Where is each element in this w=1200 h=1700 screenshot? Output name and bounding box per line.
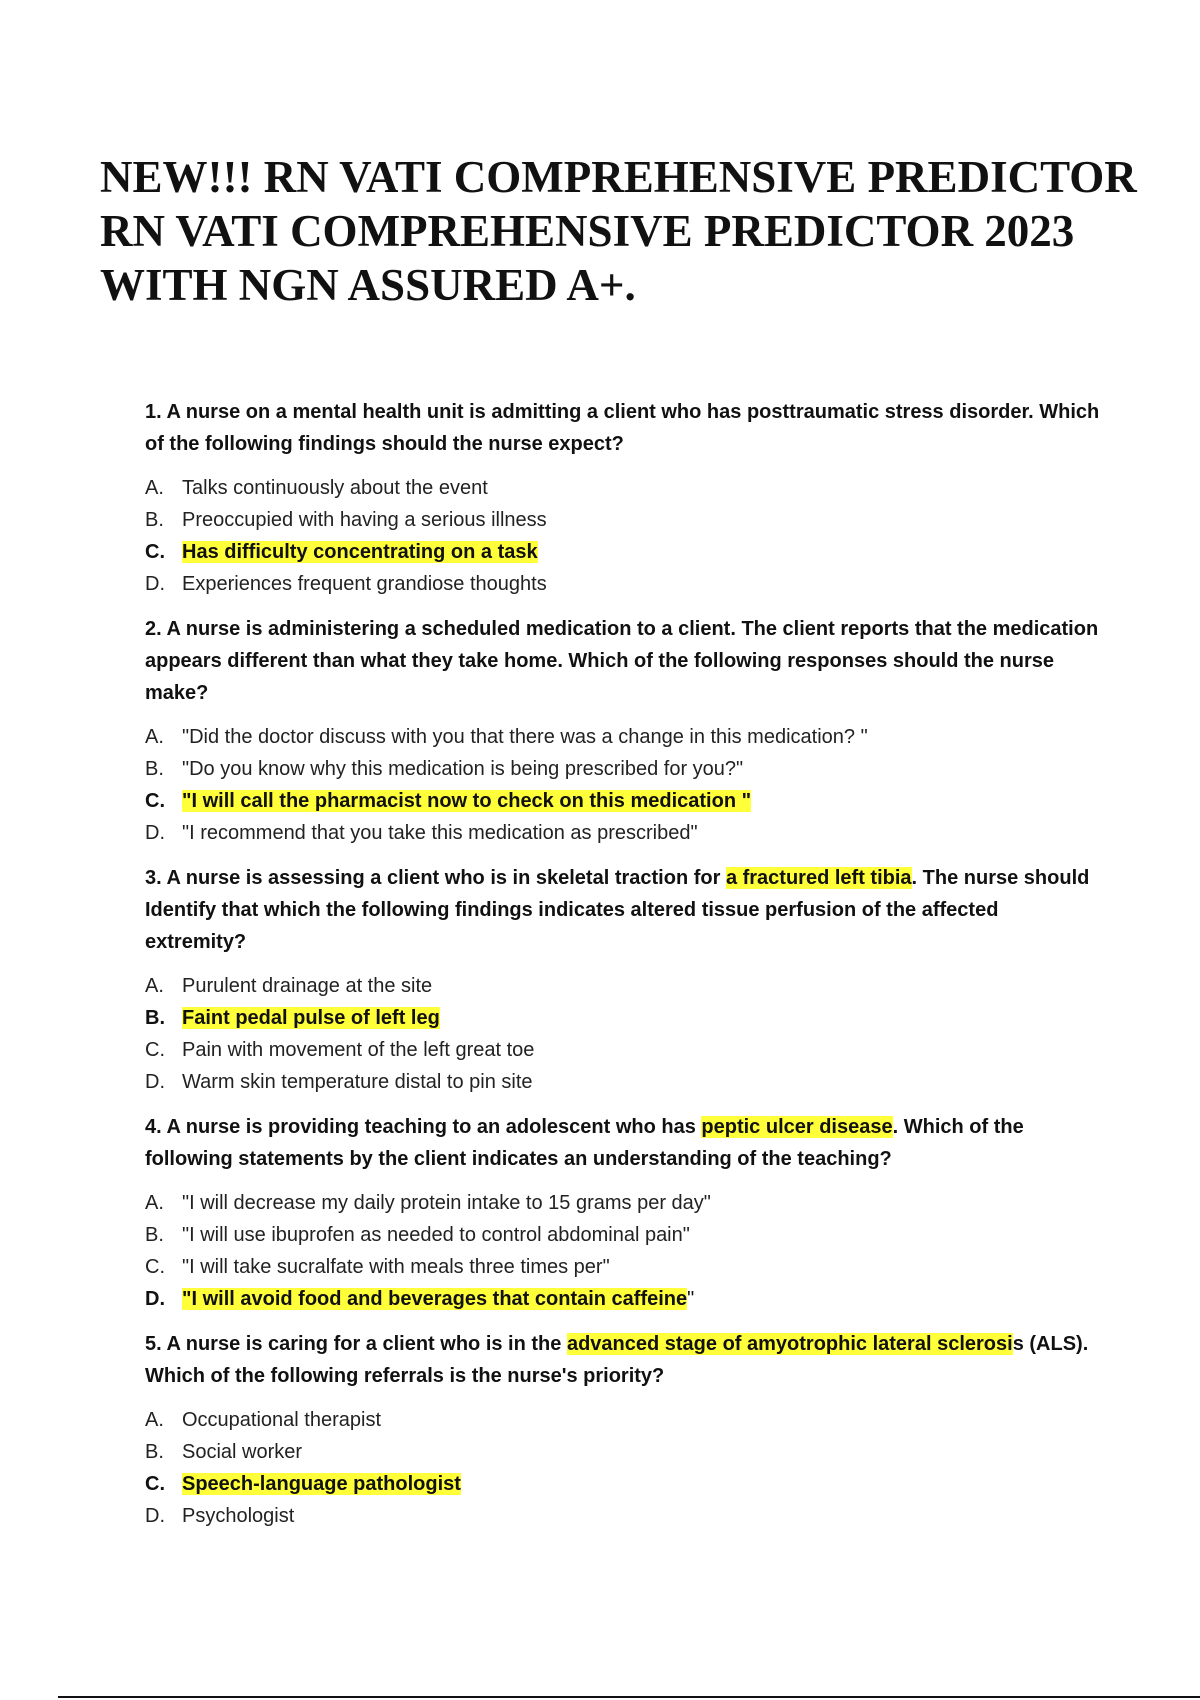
option-text: "I will take sucralfate with meals three times per" (182, 1256, 610, 1278)
option-letter: A. (145, 1192, 164, 1214)
answer-option (145, 817, 1105, 849)
option-text-wrap (182, 753, 743, 785)
question-stem-text-continued: . The nurse should Identify that which the following findings indicates altered tissue perfusion of the affected extremity? (145, 867, 1090, 953)
question-stem-text: 3. A nurse is assessing a client who is in skeletal traction for (145, 867, 726, 889)
question-block (145, 1328, 1105, 1532)
answer-option (145, 1251, 1105, 1283)
option-letter: A. (145, 477, 164, 499)
option-text-trailing: " (687, 1288, 695, 1310)
answer-option (145, 1500, 1105, 1532)
option-text-wrap (182, 1002, 440, 1034)
answer-options (145, 472, 1105, 600)
option-text-wrap (182, 472, 488, 504)
answer-option-correct (145, 785, 1105, 817)
option-letter: A. (145, 1409, 164, 1431)
option-text: "I recommend that you take this medication as prescribed" (182, 822, 698, 844)
question-stem-highlight: peptic ulcer disease (701, 1116, 893, 1138)
option-text-wrap (182, 568, 547, 600)
option-text: Experiences frequent grandiose thoughts (182, 573, 547, 595)
question-block (145, 862, 1105, 1098)
option-text: Purulent drainage at the site (182, 975, 433, 997)
option-text-wrap (182, 1283, 694, 1315)
option-text: "I will use ibuprofen as needed to control abdominal pain" (182, 1224, 690, 1246)
option-letter: D. (145, 1071, 165, 1093)
answer-option (145, 1219, 1105, 1251)
option-text: Preoccupied with having a serious illness (182, 509, 547, 531)
title-line-2: RN VATI COMPREHENSIVE PREDICTOR 2023 (100, 206, 1075, 256)
answer-option (145, 970, 1105, 1002)
answer-option (145, 1436, 1105, 1468)
option-text-wrap (182, 1066, 533, 1098)
option-text-wrap (182, 1468, 461, 1500)
answer-options (145, 970, 1105, 1098)
option-letter: B. (145, 1224, 164, 1246)
option-letter: C. (145, 790, 165, 812)
question-stem-text: 5. A nurse is caring for a client who is in the (145, 1333, 567, 1355)
option-letter: D. (145, 1505, 165, 1527)
answer-option (145, 1404, 1105, 1436)
option-letter: B. (145, 1007, 165, 1029)
question-block (145, 1111, 1105, 1315)
answer-option (145, 472, 1105, 504)
option-text: Warm skin temperature distal to pin site (182, 1071, 533, 1093)
question-block (145, 396, 1105, 600)
answer-option (145, 1187, 1105, 1219)
question-stem-text-continued: . Which of the following statements by the client indicates an understanding of the teaching? (145, 1116, 1024, 1170)
answer-options (145, 1404, 1105, 1532)
option-letter: D. (145, 1288, 165, 1310)
option-text: "I will decrease my daily protein intake to 15 grams per day" (182, 1192, 711, 1214)
option-letter: A. (145, 975, 164, 997)
question-stem (145, 862, 1105, 958)
option-text-highlighted: Speech-language pathologist (182, 1473, 461, 1495)
option-text-highlighted: Has difficulty concentrating on a task (182, 541, 538, 563)
question-stem-text: 1. A nurse on a mental health unit is admitting a client who has posttraumatic stress disorder. Which of the following findings should the nurse expect? (145, 401, 1100, 455)
option-text-wrap (182, 1500, 294, 1532)
answer-option (145, 721, 1105, 753)
answer-option (145, 1034, 1105, 1066)
option-text-wrap (182, 1436, 302, 1468)
option-letter: C. (145, 1039, 165, 1061)
option-text-wrap (182, 721, 868, 753)
question-stem-text: 2. A nurse is administering a scheduled medication to a client. The client reports that the medication appears different than what they take home. Which of the following responses should the nurse make? (145, 618, 1099, 704)
option-text-wrap (182, 785, 751, 817)
option-text: Pain with movement of the left great toe (182, 1039, 535, 1061)
option-text: Social worker (182, 1441, 303, 1463)
question-stem (145, 396, 1105, 460)
option-letter: C. (145, 1256, 165, 1278)
option-letter: B. (145, 758, 164, 780)
option-letter: B. (145, 1441, 164, 1463)
option-text-highlighted: "I will avoid food and beverages that contain caffeine (182, 1288, 688, 1310)
option-text-wrap (182, 536, 538, 568)
option-text: Occupational therapist (182, 1409, 382, 1431)
option-letter: D. (145, 573, 165, 595)
option-text-wrap (182, 1034, 534, 1066)
option-text: "Do you know why this medication is being prescribed for you?" (182, 758, 744, 780)
option-text-wrap (182, 504, 547, 536)
answer-option (145, 504, 1105, 536)
question-stem (145, 1111, 1105, 1175)
answer-option (145, 753, 1105, 785)
option-text-wrap (182, 970, 432, 1002)
option-text: Psychologist (182, 1505, 295, 1527)
question-stem-highlight: advanced stage of amyotrophic lateral sclerosi (566, 1333, 1013, 1355)
question-stem (145, 613, 1105, 709)
option-text-wrap (182, 1187, 711, 1219)
option-text-wrap (182, 1219, 690, 1251)
option-text-highlighted: "I will call the pharmacist now to check on this medication " (182, 790, 752, 812)
question-stem-text-continued: s (ALS). Which of the following referrals is the nurse's priority? (145, 1333, 1089, 1387)
answer-option (145, 568, 1105, 600)
question-stem-text: 4. A nurse is providing teaching to an adolescent who has (145, 1116, 702, 1138)
option-letter: A. (145, 726, 164, 748)
question-stem (145, 1328, 1105, 1392)
option-letter: C. (145, 1473, 165, 1495)
answer-option-correct (145, 1002, 1105, 1034)
option-text-wrap (182, 1404, 381, 1436)
answer-option-correct (145, 1468, 1105, 1500)
title-line-1: NEW!!! RN VATI COMPREHENSIVE PREDICTOR (100, 152, 1137, 202)
title-line-3: WITH NGN ASSURED A+. (100, 260, 636, 310)
question-list (145, 396, 1105, 1545)
answer-option-correct (145, 1283, 1105, 1315)
answer-option (145, 1066, 1105, 1098)
option-text-wrap (182, 817, 698, 849)
option-text-wrap (182, 1251, 610, 1283)
answer-options (145, 721, 1105, 849)
question-stem-highlight: a fractured left tibia (725, 867, 912, 889)
document-title (100, 150, 1200, 312)
option-letter: B. (145, 509, 164, 531)
page-bottom-rule (58, 1696, 1200, 1698)
option-letter: D. (145, 822, 165, 844)
option-letter: C. (145, 541, 165, 563)
answer-option-correct (145, 536, 1105, 568)
option-text: Talks continuously about the event (182, 477, 488, 499)
option-text-highlighted: Faint pedal pulse of left leg (182, 1007, 440, 1029)
option-text: "Did the doctor discuss with you that there was a change in this medication? " (182, 726, 868, 748)
answer-options (145, 1187, 1105, 1315)
question-block (145, 613, 1105, 849)
